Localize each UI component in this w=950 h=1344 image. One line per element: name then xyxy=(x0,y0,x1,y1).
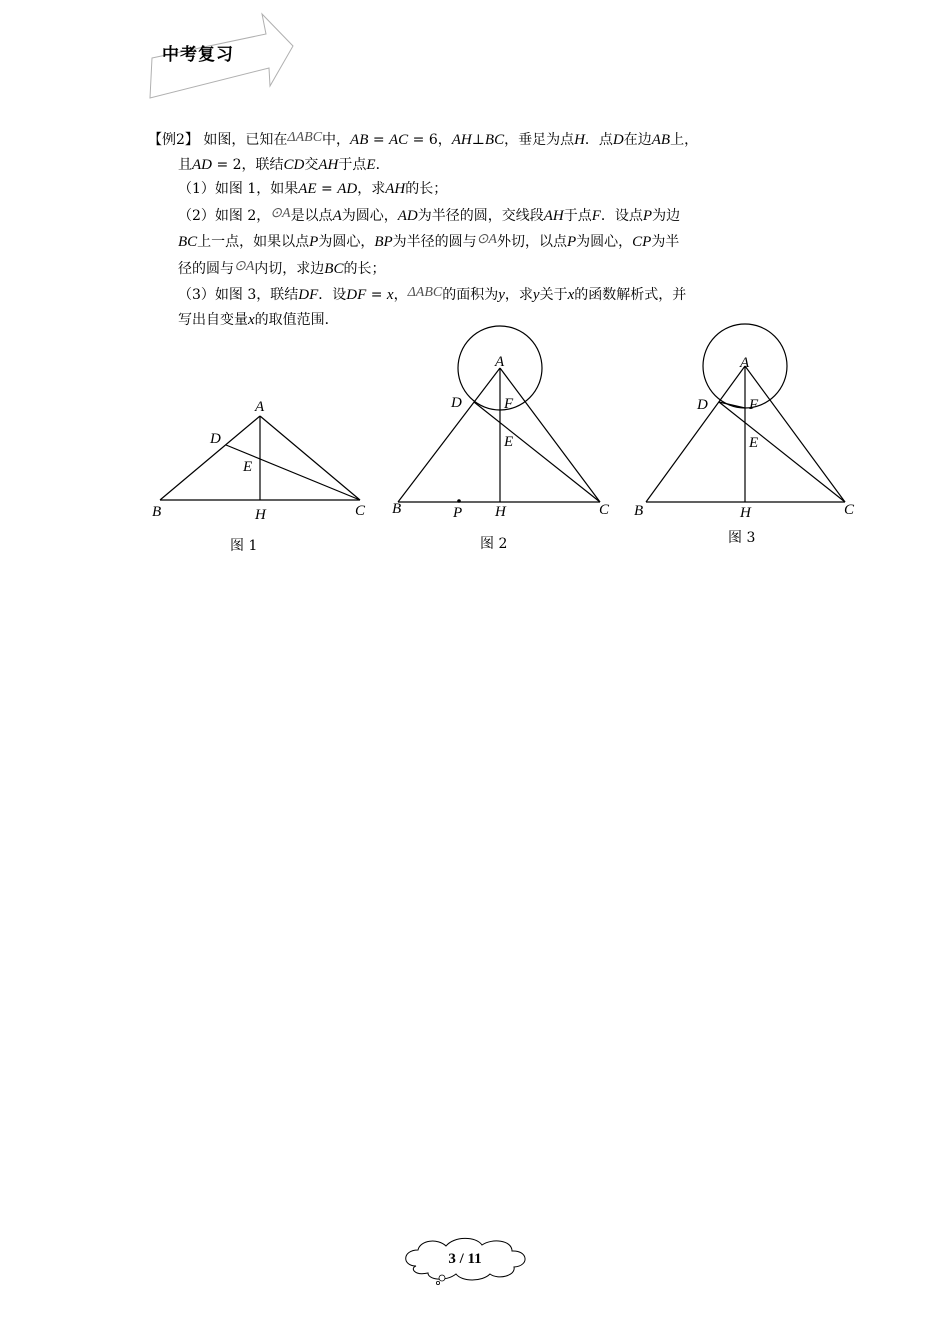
text-run: ．点 xyxy=(584,132,613,148)
math-variable: AB xyxy=(350,132,369,148)
math-variable: P xyxy=(566,234,577,250)
text-run: 为半 xyxy=(651,234,680,250)
fig2-label-b: B xyxy=(392,501,402,517)
text-run: 是以点 xyxy=(290,207,333,224)
text-segments xyxy=(178,287,686,303)
math-variable: E xyxy=(366,156,376,173)
text-run: 写出自变量 xyxy=(178,311,248,328)
text-run: 内切，求边 xyxy=(254,260,325,277)
text-run: 于点 xyxy=(338,156,367,173)
math-variable: CP xyxy=(632,234,652,250)
text-segments xyxy=(178,157,390,173)
fig2-label-e: E xyxy=(504,434,514,450)
fig3-label-d: D xyxy=(697,397,708,413)
math-variable: AH xyxy=(385,181,406,197)
math-variable: AD xyxy=(337,181,358,197)
math-variable: DF xyxy=(346,287,367,303)
math-variable: A xyxy=(332,207,342,224)
text-run: 外切，以点 xyxy=(496,234,567,250)
math-variable: y xyxy=(498,287,505,303)
fig2-label-h: H xyxy=(495,504,506,520)
text-run: = xyxy=(366,287,387,303)
text-run: （1）如图 1，如果 xyxy=(178,181,299,197)
math-variable: BC xyxy=(178,234,198,250)
page-number-cloud xyxy=(398,1236,532,1286)
math-variable: F xyxy=(591,207,601,224)
fig1-label-h: H xyxy=(255,507,266,523)
text-segments xyxy=(178,181,447,197)
fig1-label-e: E xyxy=(243,459,253,475)
math-symbol: ⊙A xyxy=(234,258,255,274)
text-run: 上一点，如果以点 xyxy=(197,234,310,250)
fig3-caption: 图 3 xyxy=(728,530,756,546)
fig2-label-a: A xyxy=(495,354,505,370)
text-segments xyxy=(178,205,681,224)
math-variable: x xyxy=(567,287,575,303)
text-run: ，求 xyxy=(357,181,386,197)
math-variable: AC xyxy=(389,132,409,148)
math-variable: AD xyxy=(192,156,212,173)
text-run: 且 xyxy=(178,156,192,173)
fig1-label-d: D xyxy=(210,431,221,447)
page-number: 3 / 11 xyxy=(448,1251,482,1267)
text-run: 中， xyxy=(322,132,351,148)
text-run: 的面积为 xyxy=(442,287,499,303)
text-run: 为圆心， xyxy=(576,234,633,250)
fig1-caption: 图 1 xyxy=(230,538,258,554)
math-variable: x xyxy=(386,287,394,303)
figures-area xyxy=(140,320,870,570)
text-run: 的取值范围． xyxy=(254,311,339,328)
math-symbol: ΔABC xyxy=(407,285,443,300)
math-variable: BC xyxy=(484,132,505,148)
fig2-label-c: C xyxy=(599,502,610,518)
math-variable: DF xyxy=(298,287,319,303)
text-run: 在边 xyxy=(623,132,652,148)
fig3-label-f: F xyxy=(749,397,759,413)
problem-block xyxy=(148,126,808,332)
text-run: = 2，联结 xyxy=(212,156,284,173)
fig3-label-c: C xyxy=(844,502,855,518)
text-run: 的长； xyxy=(405,181,448,197)
figure-2-diagram xyxy=(398,326,600,502)
text-run: （3）如图 3，联结 xyxy=(178,287,299,303)
text-run: 交 xyxy=(304,156,319,173)
fig1-label-b: B xyxy=(152,504,162,520)
text-run: 为圆心， xyxy=(341,207,398,224)
text-run: = xyxy=(316,181,338,197)
text-run: 的函数解析式，并 xyxy=(574,287,687,303)
text-run: ⊥ xyxy=(471,132,485,148)
fig3-label-a: A xyxy=(740,355,750,371)
header-arrow-banner xyxy=(148,12,298,102)
math-variable: P xyxy=(642,207,653,224)
text-run: ， xyxy=(393,287,408,303)
math-variable: H xyxy=(574,132,585,148)
math-variable: AH xyxy=(318,156,339,173)
math-symbol: ⊙A xyxy=(476,232,497,247)
text-run: 关于 xyxy=(539,287,568,303)
problem-part-3-line-1 xyxy=(148,281,808,308)
text-run: ． xyxy=(375,156,390,173)
text-run: 如图，已知在 xyxy=(198,132,288,148)
math-variable: AB xyxy=(651,132,671,148)
fig2-caption: 图 2 xyxy=(480,536,508,552)
text-run: ，求 xyxy=(504,287,533,303)
math-variable: D xyxy=(612,132,624,148)
fig2-label-f: F xyxy=(504,396,514,412)
fig3-label-b: B xyxy=(634,503,644,519)
problem-part-2-line-1 xyxy=(148,202,808,229)
problem-tag: 【例2】 xyxy=(148,132,199,148)
math-variable: y xyxy=(532,287,540,303)
fig3-label-e: E xyxy=(749,435,759,451)
problem-line-intro-1 xyxy=(148,126,808,153)
text-run: = 6， xyxy=(408,132,452,148)
header-title: 中考复习 xyxy=(162,45,234,65)
math-variable: AE xyxy=(298,181,317,197)
math-variable: BC xyxy=(324,260,344,277)
text-run: 为半径的圆，交线段 xyxy=(417,207,544,224)
geometry-figures xyxy=(140,320,870,570)
problem-line-intro-2 xyxy=(148,153,808,178)
text-run: 为边 xyxy=(652,207,681,224)
text-segments xyxy=(178,234,679,250)
math-variable: x xyxy=(248,311,255,328)
text-run: ．设 xyxy=(318,287,347,303)
text-run: 为半径的圆与 xyxy=(392,234,477,250)
fig1-label-c: C xyxy=(355,503,366,519)
fig3-label-h: H xyxy=(740,505,751,521)
text-segments xyxy=(178,258,386,277)
problem-part-2-line-3 xyxy=(148,255,808,282)
text-run: ，垂足为点 xyxy=(504,132,575,148)
figure-1-diagram xyxy=(160,416,360,500)
text-run: 为圆心， xyxy=(318,234,375,250)
fig2-label-p: P xyxy=(453,505,463,521)
math-variable: P xyxy=(309,234,319,250)
text-run: 于点 xyxy=(563,207,592,224)
math-symbol: ΔABC xyxy=(287,130,323,145)
math-variable: AD xyxy=(397,207,418,224)
fig2-label-d: D xyxy=(451,395,462,411)
text-run: ．设点 xyxy=(600,207,643,224)
math-variable: BP xyxy=(374,234,393,250)
problem-part-1 xyxy=(148,177,808,202)
problem-part-2-line-2 xyxy=(148,228,808,255)
math-symbol: ⊙A xyxy=(270,205,291,221)
text-run: （2）如图 2， xyxy=(178,207,271,224)
text-run: = xyxy=(368,132,390,148)
math-variable: CD xyxy=(283,156,305,173)
fig1-label-a: A xyxy=(255,399,265,415)
figure-3-diagram xyxy=(646,324,845,502)
point-p-marker xyxy=(457,499,461,503)
text-run: 上， xyxy=(670,132,699,148)
math-variable: AH xyxy=(451,132,472,148)
text-segments xyxy=(199,132,698,148)
text-run: 的长； xyxy=(343,260,386,277)
math-variable: AH xyxy=(543,207,564,224)
text-run: 径的圆与 xyxy=(178,260,234,277)
